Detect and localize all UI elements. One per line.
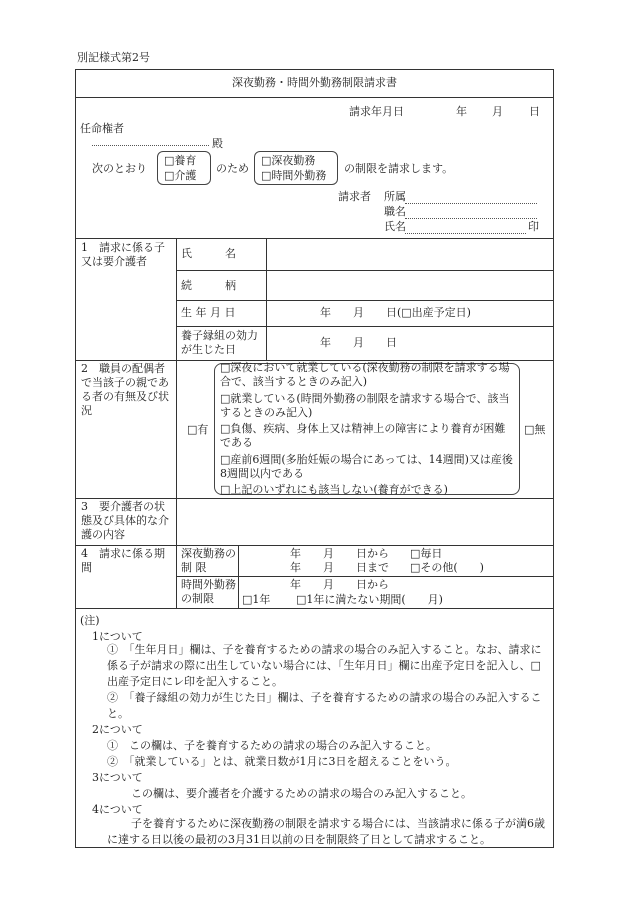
- form-title: 深夜勤務・時間外勤務制限請求書: [232, 76, 397, 89]
- adoption-label: 養子縁組の効力が生じた日: [181, 329, 258, 356]
- checkbox-kaigo[interactable]: □介護: [164, 169, 197, 182]
- seal-label: 印: [528, 220, 539, 233]
- day-label: 日: [529, 105, 540, 118]
- overtime-from[interactable]: 年 月 日から: [290, 578, 389, 591]
- note-title: 2について: [92, 723, 143, 736]
- note-text: ② 「就業している」とは、就業日数が1月に3日を超えることをいう。: [107, 755, 457, 768]
- checkbox-spouse-no[interactable]: □無: [524, 423, 546, 436]
- position-line[interactable]: [405, 218, 537, 219]
- checkbox-spouse-yes[interactable]: □有: [187, 423, 209, 436]
- checkbox-jikangai[interactable]: □時間外勤務: [261, 169, 327, 182]
- spouse-status-item[interactable]: □就業している(時間外勤務の制限を請求する場合で、該当するときのみ記入): [220, 392, 510, 419]
- birth-label: 生 年 月 日: [181, 306, 236, 319]
- spouse-status-item[interactable]: □負傷、疾病、身体上又は精神上の障害により養育が困難である: [220, 422, 506, 449]
- note-text: ① この欄は、子を養育するための請求の場合のみ記入すること。: [107, 739, 437, 752]
- requester-label: 請求者: [338, 190, 371, 203]
- note-text: この欄は、要介護者を介護するための請求の場合のみ記入すること。: [131, 787, 472, 800]
- checkbox-other[interactable]: □その他( ): [410, 561, 484, 574]
- checkbox-one-year[interactable]: □1年: [242, 593, 271, 606]
- night-from[interactable]: 年 月 日から: [290, 547, 389, 560]
- child-name-label: 氏 名: [181, 247, 236, 260]
- form-number: 別記様式第2号: [77, 51, 150, 64]
- checkbox-ikuji[interactable]: □養育: [164, 154, 197, 167]
- request-suffix: の制限を請求します。: [344, 162, 454, 175]
- spouse-status-item[interactable]: □深夜において就業している(深夜勤務の制限を請求する場合で、該当するときのみ記入): [220, 361, 510, 388]
- name-label: 氏名: [384, 220, 406, 233]
- month-label: 月: [492, 105, 503, 118]
- request-prefix: 次のとおり: [92, 162, 147, 175]
- birth-value[interactable]: 年 月 日(□出産予定日): [320, 306, 471, 319]
- divider: [238, 545, 239, 608]
- checkbox-shinya[interactable]: □深夜勤務: [261, 154, 316, 167]
- night-limit-label: 深夜勤務の 制 限: [181, 547, 236, 574]
- divider: [176, 300, 554, 301]
- relation-label: 続 柄: [181, 279, 236, 292]
- divider: [75, 608, 554, 609]
- date-label: 請求年月日: [349, 105, 404, 118]
- night-to[interactable]: 年 月 日まで: [290, 561, 389, 574]
- note-title: 1について: [92, 630, 143, 643]
- section1-label: 1 請求に係る子又は要介護者: [81, 241, 165, 268]
- note-text: ① 「生年月日」欄は、子を養育するための請求の場合のみ記入すること。なお、請求に係る子が請求の際に出生していない場合には、「生年月日」欄に出産予定日を記入し、□出産予定日にレ印を記入すること。: [107, 643, 542, 688]
- note-title: 4について: [92, 803, 143, 816]
- divider: [75, 238, 554, 239]
- divider: [75, 97, 554, 98]
- honorific: 殿: [212, 137, 223, 150]
- checkbox-less-than-year[interactable]: □1年に満たない期間( 月): [296, 593, 443, 606]
- adoption-value[interactable]: 年 月 日: [320, 336, 397, 349]
- appointer-line[interactable]: [92, 145, 209, 146]
- divider: [176, 576, 554, 577]
- divider: [176, 326, 554, 327]
- section4-label: 4 請求に係る期間: [81, 547, 165, 574]
- note-text: ② 「養子縁組の効力が生じた日」欄は、子を養育するための請求の場合のみ記入すること。: [107, 691, 542, 720]
- checkbox-every-day[interactable]: □毎日: [410, 547, 443, 560]
- name-line[interactable]: [405, 233, 526, 234]
- divider: [176, 270, 554, 271]
- appointer-label: 任命権者: [80, 122, 124, 135]
- notes-heading: (注): [80, 614, 100, 627]
- spouse-status-item[interactable]: □上記のいずれにも該当しない(養育ができる): [220, 483, 448, 496]
- for-label: のため: [216, 162, 249, 175]
- overtime-limit-label: 時間外勤務の制限: [181, 578, 236, 605]
- divider: [266, 238, 267, 360]
- affiliation-line[interactable]: [405, 203, 537, 204]
- spouse-status-item[interactable]: □産前6週間(多胎妊娠の場合にあっては、14週間)又は産後8週間以内である: [220, 453, 513, 480]
- note-title: 3について: [92, 771, 143, 784]
- divider: [75, 545, 554, 546]
- note-text: 子を養育するために深夜勤務の制限を請求する場合には、当該請求に係る子が満6歳に達する日以後の最初の3月31日以前の日を制限終了日として請求すること。: [107, 817, 545, 846]
- divider: [75, 498, 554, 499]
- section3-label: 3 要介護者の状態及び具体的な介護の内容: [81, 500, 169, 541]
- year-label: 年: [456, 105, 467, 118]
- affiliation-label: 所属: [384, 190, 406, 203]
- divider: [176, 238, 177, 608]
- position-label: 職名: [384, 205, 406, 218]
- section2-label: 2 職員の配偶者で当該子の親である者の有無及び状況: [81, 362, 169, 417]
